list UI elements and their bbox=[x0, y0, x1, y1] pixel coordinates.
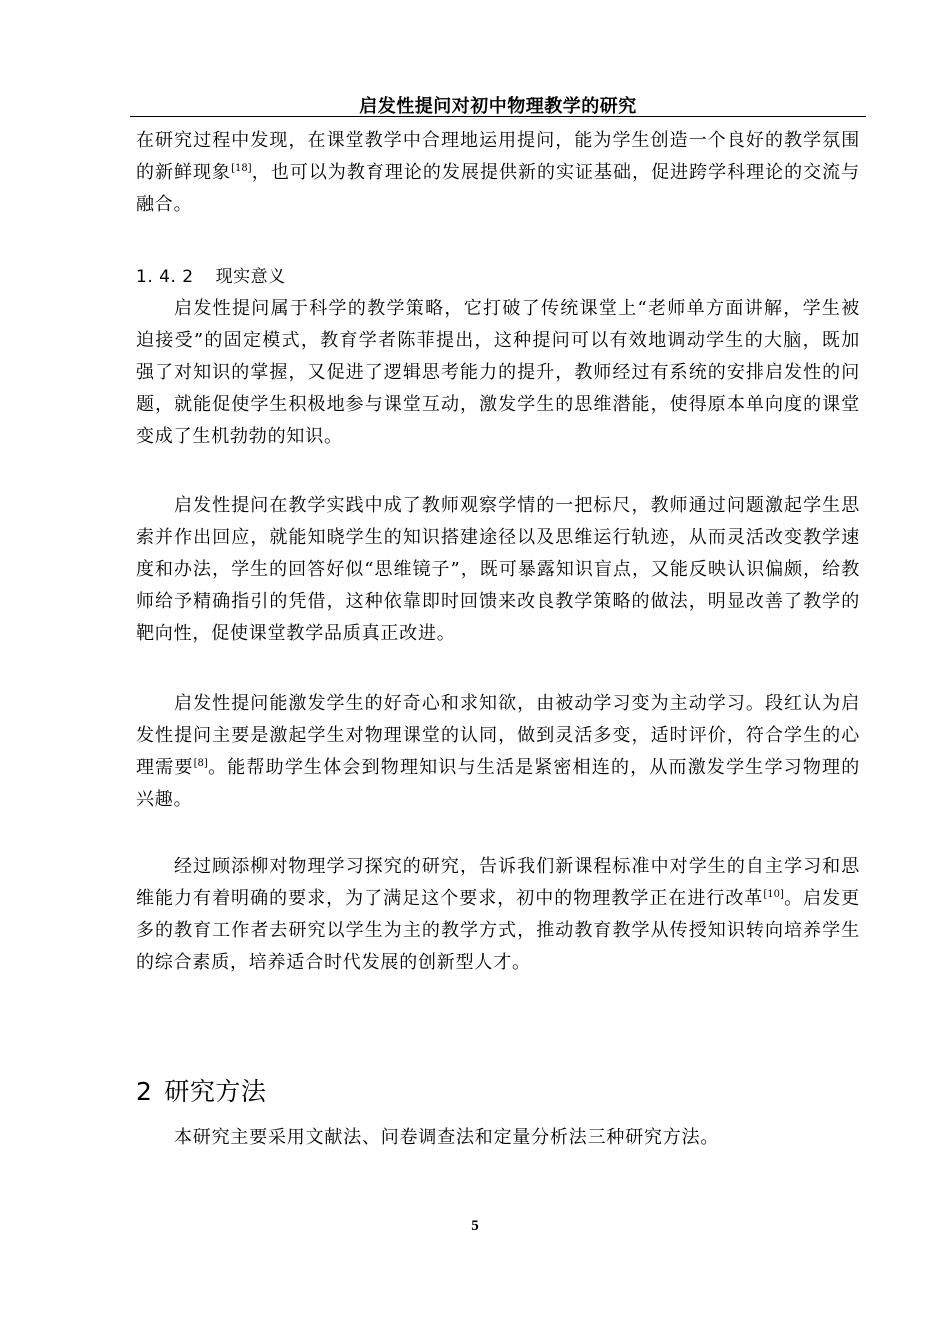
paragraph-3-text-a: 启发性提问能激发学生的好奇心和求知欲，由被动学习变为主动学习。段红认为启发性提问主要是激起学生对物理课堂的认同，做到灵活多变，适时评价，符合学生的心理需要 bbox=[136, 693, 860, 778]
paragraph-2: 启发性提问在教学实践中成了教师观察学情的一把标尺，教师通过问题激起学生思索并作出回应，就能知晓学生的知识搭建途径以及思维运行轨迹，从而灵活改变教学速度和办法，学生的回答好似“思维镜子”，既可暴露知识盲点，又能反映认识偏颇，给教师给予精确指引的凭借，这种依靠即时回馈来改良教学策略的做法，明显改善了教学的靶向性，促使课堂教学品质真正改进。 bbox=[136, 495, 860, 644]
subsection-heading bbox=[136, 262, 286, 287]
subsection-title: 现实意义 bbox=[215, 267, 286, 287]
running-header: 启发性提问对初中物理教学的研究 bbox=[359, 96, 637, 117]
intro-paragraph bbox=[136, 125, 860, 221]
intro-text-b: ，也可以为教育理论的发展提供新的实证基础，促进跨学科理论的交流与融合。 bbox=[136, 162, 860, 215]
section-paragraph: 本研究主要采用文献法、问卷调查法和定量分析法三种研究方法。 bbox=[174, 1127, 720, 1148]
subsection-number: 1. 4. 2 bbox=[136, 267, 194, 287]
page-number: 5 bbox=[471, 1218, 479, 1234]
paragraph-1: 启发性提问属于科学的教学策略，它打破了传统课堂上“老师单方面讲解，学生被迫接受”的固定模式，教育学者陈菲提出，这种提问可以有效地调动学生的大脑，既加强了对知识的掌握，又促进了逻辑思考能力的提升，教师经过有系统的安排启发性的问题，就能促使学生积极地参与课堂互动，激发学生的思维潜能，使得原本单向度的课堂变成了生机勃勃的知识。 bbox=[136, 298, 860, 447]
citation-10: [10] bbox=[763, 889, 784, 900]
paragraph-3 bbox=[136, 688, 860, 816]
paragraph-4-text-a: 经过顾添柳对物理学习探究的研究，告诉我们新课程标准中对学生的自主学习和思维能力有着明确的要求，为了满足这个要求，初中的物理教学正在进行改革 bbox=[136, 856, 860, 909]
citation-18: [18] bbox=[231, 163, 252, 174]
paragraph-4-text-b: 。启发更多的教育工作者去研究以学生为主的教学方式，推动教育教学从传授知识转向培养学生的综合素质，培养适合时代发展的创新型人才。 bbox=[136, 888, 860, 973]
section-title: 研究方法 bbox=[164, 1077, 267, 1106]
intro-text-a: 在研究过程中发现，在课堂教学中合理地运用提问，能为学生创造一个良好的教学氛围的新鲜现象 bbox=[136, 130, 860, 183]
section-heading bbox=[136, 1072, 266, 1108]
paragraph-3-text-b: 。能帮助学生体会到物理知识与生活是紧密相连的，从而激发学生学习物理的兴趣。 bbox=[136, 757, 860, 810]
section-number: 2 bbox=[136, 1077, 153, 1106]
header-rule bbox=[130, 116, 866, 117]
citation-8: [8] bbox=[193, 758, 208, 769]
paragraph-4 bbox=[136, 851, 860, 979]
